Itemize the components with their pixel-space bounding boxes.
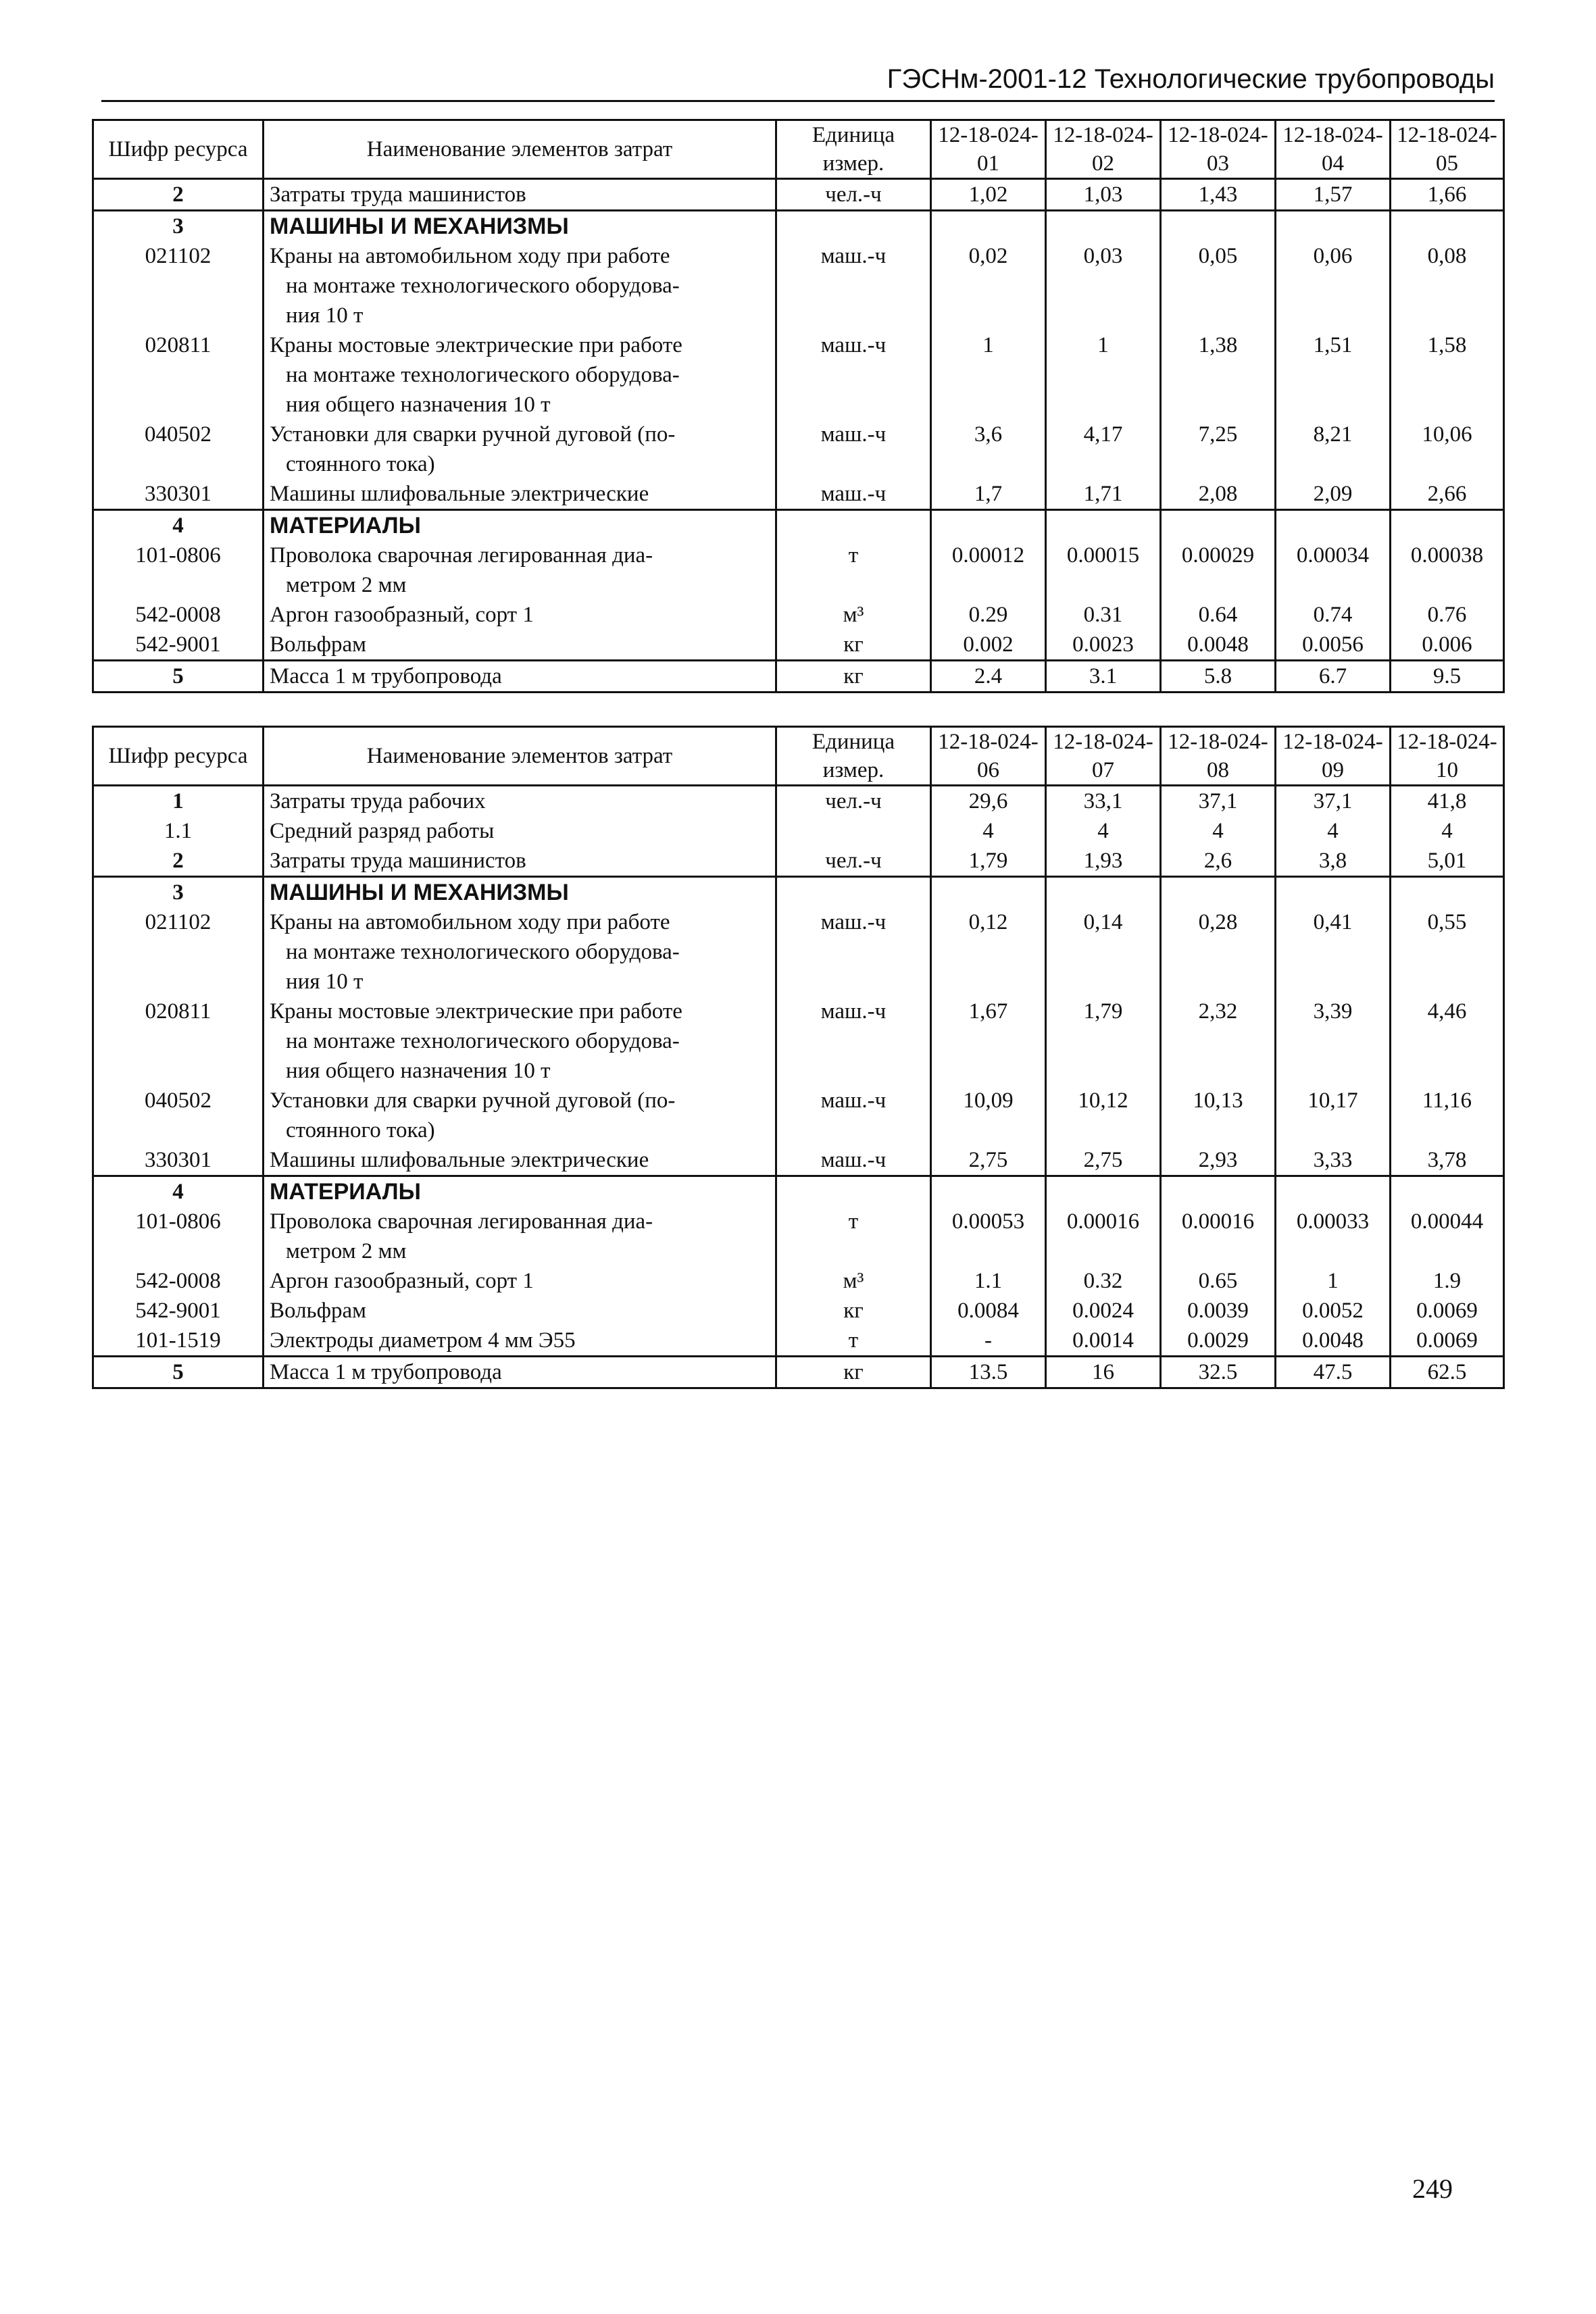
resource-code: 4 bbox=[93, 510, 264, 541]
header-name-text: Наименование элементов затрат bbox=[366, 744, 673, 768]
cost-element-name bbox=[264, 661, 776, 693]
table-row bbox=[93, 1296, 1504, 1326]
value-cell: 0.0039 bbox=[1161, 1296, 1276, 1326]
unit-cell: маш.-ч bbox=[776, 420, 931, 479]
cost-element-name bbox=[264, 997, 776, 1086]
value-cell: 3,33 bbox=[1276, 1145, 1391, 1176]
value-cell bbox=[1161, 211, 1276, 242]
header-norm-code bbox=[1391, 120, 1504, 179]
header-norm-code bbox=[1161, 120, 1276, 179]
value-cell: 29,6 bbox=[931, 786, 1046, 817]
unit-cell: т bbox=[776, 1326, 931, 1357]
value-cell: 2,32 bbox=[1161, 997, 1276, 1086]
unit-cell: т bbox=[776, 540, 931, 600]
cost-element-line: на монтаже технологического оборудова- bbox=[286, 1029, 680, 1053]
value-cell bbox=[931, 510, 1046, 541]
cost-element-name bbox=[264, 1326, 776, 1357]
table-row bbox=[93, 330, 1504, 420]
cost-element-name bbox=[264, 907, 776, 997]
table-row bbox=[93, 1086, 1504, 1145]
header-unit bbox=[776, 120, 931, 179]
value-cell: 1,03 bbox=[1046, 179, 1161, 211]
value-cell: 1 bbox=[1046, 330, 1161, 420]
value-cell: 5,01 bbox=[1391, 846, 1504, 877]
resource-code: 020811 bbox=[93, 997, 264, 1086]
header-row bbox=[93, 727, 1504, 786]
resource-code: 542-0008 bbox=[93, 600, 264, 630]
header-name bbox=[264, 120, 776, 179]
cost-element-line: Затраты труда машинистов bbox=[270, 182, 526, 207]
value-cell: 1,58 bbox=[1391, 330, 1504, 420]
value-cell: 0.00033 bbox=[1276, 1207, 1391, 1266]
cost-element-name bbox=[264, 241, 776, 330]
value-cell: 1,7 bbox=[931, 479, 1046, 510]
resource-code: 101-0806 bbox=[93, 540, 264, 600]
running-header: ГЭСНм-2001-12 Технологические трубопроводы bbox=[887, 64, 1495, 94]
resource-code: 2 bbox=[93, 846, 264, 877]
resource-code: 542-9001 bbox=[93, 630, 264, 661]
table-row bbox=[93, 420, 1504, 479]
section-title: МАШИНЫ И МЕХАНИЗМЫ bbox=[264, 877, 776, 908]
value-cell: 1 bbox=[931, 330, 1046, 420]
value-cell: 37,1 bbox=[1276, 786, 1391, 817]
table-row bbox=[93, 479, 1504, 510]
section-title: МАТЕРИАЛЫ bbox=[264, 1176, 776, 1207]
value-cell: 4 bbox=[1161, 816, 1276, 846]
cost-element-line: ния общего назначения 10 т bbox=[286, 393, 551, 417]
value-cell: 0.0024 bbox=[1046, 1296, 1161, 1326]
value-cell bbox=[931, 1176, 1046, 1207]
value-cell: 33,1 bbox=[1046, 786, 1161, 817]
value-cell: 0,05 bbox=[1161, 241, 1276, 330]
header-norm-code bbox=[1046, 120, 1161, 179]
cost-element-name bbox=[264, 600, 776, 630]
cost-element-line: Электроды диаметром 4 мм Э55 bbox=[270, 1328, 576, 1353]
value-cell: 0.00034 bbox=[1276, 540, 1391, 600]
resource-code: 040502 bbox=[93, 420, 264, 479]
header-code bbox=[93, 120, 264, 179]
unit-cell: кг bbox=[776, 630, 931, 661]
unit-cell bbox=[776, 877, 931, 908]
cost-element-line: на монтаже технологического оборудова- bbox=[286, 363, 680, 387]
value-cell: 0,12 bbox=[931, 907, 1046, 997]
resource-code: 4 bbox=[93, 1176, 264, 1207]
resource-code: 101-1519 bbox=[93, 1326, 264, 1357]
cost-element-name bbox=[264, 1357, 776, 1388]
value-cell bbox=[1046, 510, 1161, 541]
header-norm-code-text: 12-18-024-06 bbox=[938, 730, 1039, 782]
header-norm-code bbox=[1046, 727, 1161, 786]
value-cell: 1,67 bbox=[931, 997, 1046, 1086]
table-row bbox=[93, 630, 1504, 661]
header-name-text: Наименование элементов затрат bbox=[366, 137, 673, 161]
unit-cell: кг bbox=[776, 1296, 931, 1326]
value-cell: 0.00015 bbox=[1046, 540, 1161, 600]
value-cell: 8,21 bbox=[1276, 420, 1391, 479]
value-cell: 2,09 bbox=[1276, 479, 1391, 510]
cost-element-line: ния 10 т bbox=[286, 970, 364, 994]
value-cell: 5.8 bbox=[1161, 661, 1276, 693]
table-row bbox=[93, 1145, 1504, 1176]
value-cell: 0.00012 bbox=[931, 540, 1046, 600]
resource-code: 1 bbox=[93, 786, 264, 817]
header-code-text: Шифр ресурса bbox=[108, 137, 248, 161]
table-row bbox=[93, 1266, 1504, 1296]
header-norm-code bbox=[931, 120, 1046, 179]
value-cell: 0.65 bbox=[1161, 1266, 1276, 1296]
resource-code: 5 bbox=[93, 1357, 264, 1388]
value-cell: 10,09 bbox=[931, 1086, 1046, 1145]
value-cell: 2,08 bbox=[1161, 479, 1276, 510]
value-cell: 10,17 bbox=[1276, 1086, 1391, 1145]
unit-cell: м³ bbox=[776, 1266, 931, 1296]
value-cell: 3,39 bbox=[1276, 997, 1391, 1086]
header-norm-code-text: 12-18-024-08 bbox=[1168, 730, 1268, 782]
unit-cell: маш.-ч bbox=[776, 330, 931, 420]
value-cell bbox=[1276, 1176, 1391, 1207]
value-cell: 7,25 bbox=[1161, 420, 1276, 479]
value-cell: 2,66 bbox=[1391, 479, 1504, 510]
value-cell: 0,06 bbox=[1276, 241, 1391, 330]
value-cell: 0.006 bbox=[1391, 630, 1504, 661]
header-norm-code-text: 12-18-024-02 bbox=[1053, 123, 1153, 176]
value-cell: 37,1 bbox=[1161, 786, 1276, 817]
resource-code: 542-9001 bbox=[93, 1296, 264, 1326]
unit-cell: маш.-ч bbox=[776, 1145, 931, 1176]
table-row bbox=[93, 179, 1504, 211]
value-cell: 1,79 bbox=[1046, 997, 1161, 1086]
value-cell: 41,8 bbox=[1391, 786, 1504, 817]
cost-element-line: Машины шлифовальные электрические bbox=[270, 482, 649, 506]
value-cell: 0.0069 bbox=[1391, 1326, 1504, 1357]
value-cell: 0.0084 bbox=[931, 1296, 1046, 1326]
header-norm-code bbox=[1161, 727, 1276, 786]
cost-element-name bbox=[264, 330, 776, 420]
cost-element-name bbox=[264, 1207, 776, 1266]
header-norm-code-text: 12-18-024-05 bbox=[1397, 123, 1497, 176]
value-cell: 1,66 bbox=[1391, 179, 1504, 211]
section-title: МАТЕРИАЛЫ bbox=[264, 510, 776, 541]
value-cell: 0,08 bbox=[1391, 241, 1504, 330]
header-unit-text: Единица измер. bbox=[812, 730, 895, 782]
value-cell: 1,43 bbox=[1161, 179, 1276, 211]
header-name bbox=[264, 727, 776, 786]
value-cell: 16 bbox=[1046, 1357, 1161, 1388]
cost-element-name bbox=[264, 179, 776, 211]
value-cell: 0.76 bbox=[1391, 600, 1504, 630]
resource-code: 101-0806 bbox=[93, 1207, 264, 1266]
value-cell: 2,6 bbox=[1161, 846, 1276, 877]
header-norm-code-text: 12-18-024-07 bbox=[1053, 730, 1153, 782]
resource-code: 5 bbox=[93, 661, 264, 693]
value-cell bbox=[1391, 1176, 1504, 1207]
value-cell bbox=[1276, 510, 1391, 541]
value-cell: 4 bbox=[1046, 816, 1161, 846]
cost-table-2 bbox=[92, 726, 1505, 1389]
value-cell: 4 bbox=[1276, 816, 1391, 846]
value-cell: 1,57 bbox=[1276, 179, 1391, 211]
value-cell bbox=[1046, 211, 1161, 242]
table-row bbox=[93, 846, 1504, 877]
cost-table-1 bbox=[92, 119, 1505, 693]
value-cell: 0.00029 bbox=[1161, 540, 1276, 600]
value-cell: 10,12 bbox=[1046, 1086, 1161, 1145]
table-row bbox=[93, 661, 1504, 693]
value-cell: 3,6 bbox=[931, 420, 1046, 479]
value-cell: 0.00016 bbox=[1161, 1207, 1276, 1266]
resource-code: 021102 bbox=[93, 907, 264, 997]
header-norm-code bbox=[1276, 120, 1391, 179]
unit-cell bbox=[776, 510, 931, 541]
cost-element-line: на монтаже технологического оборудова- bbox=[286, 274, 680, 298]
section-row bbox=[93, 510, 1504, 541]
value-cell: 0,02 bbox=[931, 241, 1046, 330]
value-cell: 1.9 bbox=[1391, 1266, 1504, 1296]
cost-element-line: стоянного тока) bbox=[286, 1118, 435, 1142]
cost-element-line: Масса 1 м трубопровода bbox=[270, 1360, 502, 1384]
value-cell: 0.0048 bbox=[1276, 1326, 1391, 1357]
table-row bbox=[93, 1207, 1504, 1266]
value-cell: 1,51 bbox=[1276, 330, 1391, 420]
table-row bbox=[93, 1357, 1504, 1388]
cost-element-line: Средний разряд работы bbox=[270, 819, 495, 843]
resource-code: 542-0008 bbox=[93, 1266, 264, 1296]
cost-element-line: Краны мостовые электрические при работе bbox=[270, 999, 682, 1024]
section-title: МАШИНЫ И МЕХАНИЗМЫ bbox=[264, 211, 776, 242]
unit-cell bbox=[776, 211, 931, 242]
header-norm-code-text: 12-18-024-10 bbox=[1397, 730, 1497, 782]
value-cell: 0.00053 bbox=[931, 1207, 1046, 1266]
value-cell: 1,38 bbox=[1161, 330, 1276, 420]
section-row bbox=[93, 877, 1504, 908]
value-cell: 0.29 bbox=[931, 600, 1046, 630]
value-cell: - bbox=[931, 1326, 1046, 1357]
cost-element-line: Установки для сварки ручной дуговой (по- bbox=[270, 1088, 676, 1113]
value-cell bbox=[1276, 877, 1391, 908]
value-cell: 3,78 bbox=[1391, 1145, 1504, 1176]
table-row bbox=[93, 907, 1504, 997]
header-norm-code-text: 12-18-024-03 bbox=[1168, 123, 1268, 176]
header-unit-text: Единица измер. bbox=[812, 123, 895, 176]
table-row bbox=[93, 997, 1504, 1086]
value-cell: 1 bbox=[1276, 1266, 1391, 1296]
value-cell: 1.1 bbox=[931, 1266, 1046, 1296]
cost-element-name bbox=[264, 846, 776, 877]
value-cell: 0.0056 bbox=[1276, 630, 1391, 661]
value-cell: 0.00016 bbox=[1046, 1207, 1161, 1266]
header-norm-code bbox=[1276, 727, 1391, 786]
unit-cell: т bbox=[776, 1207, 931, 1266]
value-cell: 0,03 bbox=[1046, 241, 1161, 330]
value-cell: 0.74 bbox=[1276, 600, 1391, 630]
table-row bbox=[93, 241, 1504, 330]
table-row bbox=[93, 1326, 1504, 1357]
cost-element-line: Краны на автомобильном ходу при работе bbox=[270, 244, 670, 268]
header-norm-code-text: 12-18-024-04 bbox=[1282, 123, 1383, 176]
value-cell: 11,16 bbox=[1391, 1086, 1504, 1145]
value-cell: 0.0052 bbox=[1276, 1296, 1391, 1326]
value-cell: 1,93 bbox=[1046, 846, 1161, 877]
value-cell: 4 bbox=[931, 816, 1046, 846]
value-cell bbox=[1391, 877, 1504, 908]
resource-code: 3 bbox=[93, 211, 264, 242]
unit-cell: чел.-ч bbox=[776, 846, 931, 877]
unit-cell bbox=[776, 1176, 931, 1207]
cost-element-line: Проволока сварочная легированная диа- bbox=[270, 1209, 653, 1234]
value-cell: 1,02 bbox=[931, 179, 1046, 211]
value-cell: 2,75 bbox=[1046, 1145, 1161, 1176]
section-row bbox=[93, 211, 1504, 242]
value-cell: 0.0023 bbox=[1046, 630, 1161, 661]
value-cell: 13.5 bbox=[931, 1357, 1046, 1388]
unit-cell: чел.-ч bbox=[776, 786, 931, 817]
value-cell: 0.64 bbox=[1161, 600, 1276, 630]
value-cell bbox=[1046, 877, 1161, 908]
value-cell: 32.5 bbox=[1161, 1357, 1276, 1388]
resource-code: 330301 bbox=[93, 479, 264, 510]
value-cell: 62.5 bbox=[1391, 1357, 1504, 1388]
cost-element-line: Аргон газообразный, сорт 1 bbox=[270, 1269, 534, 1293]
value-cell: 0.0014 bbox=[1046, 1326, 1161, 1357]
cost-element-line: стоянного тока) bbox=[286, 452, 435, 476]
value-cell: 0.0069 bbox=[1391, 1296, 1504, 1326]
value-cell: 6.7 bbox=[1276, 661, 1391, 693]
value-cell: 0.00044 bbox=[1391, 1207, 1504, 1266]
value-cell: 4,17 bbox=[1046, 420, 1161, 479]
value-cell bbox=[1391, 510, 1504, 541]
value-cell: 47.5 bbox=[1276, 1357, 1391, 1388]
page-number: 249 bbox=[1412, 2173, 1453, 2204]
value-cell: 3,8 bbox=[1276, 846, 1391, 877]
resource-code: 2 bbox=[93, 179, 264, 211]
unit-cell: кг bbox=[776, 1357, 931, 1388]
resource-code: 021102 bbox=[93, 241, 264, 330]
cost-element-name bbox=[264, 816, 776, 846]
cost-element-line: Вольфрам bbox=[270, 1299, 367, 1323]
table-row bbox=[93, 786, 1504, 817]
value-cell: 0,55 bbox=[1391, 907, 1504, 997]
value-cell bbox=[1161, 1176, 1276, 1207]
cost-element-line: Проволока сварочная легированная диа- bbox=[270, 543, 653, 568]
cost-element-line: ния 10 т bbox=[286, 303, 364, 328]
header-norm-code bbox=[1391, 727, 1504, 786]
resource-code: 3 bbox=[93, 877, 264, 908]
value-cell: 10,13 bbox=[1161, 1086, 1276, 1145]
table-row bbox=[93, 816, 1504, 846]
table-row bbox=[93, 600, 1504, 630]
cost-element-line: Масса 1 м трубопровода bbox=[270, 664, 502, 688]
value-cell bbox=[1161, 877, 1276, 908]
cost-element-name bbox=[264, 630, 776, 661]
value-cell: 3.1 bbox=[1046, 661, 1161, 693]
value-cell: 0.00038 bbox=[1391, 540, 1504, 600]
header-code-text: Шифр ресурса bbox=[108, 744, 248, 768]
header-rule bbox=[101, 100, 1495, 102]
section-row bbox=[93, 1176, 1504, 1207]
value-cell: 1,79 bbox=[931, 846, 1046, 877]
cost-element-name bbox=[264, 786, 776, 817]
cost-element-line: ния общего назначения 10 т bbox=[286, 1059, 551, 1083]
cost-element-line: метром 2 мм bbox=[286, 573, 407, 597]
value-cell: 0.0048 bbox=[1161, 630, 1276, 661]
value-cell: 10,06 bbox=[1391, 420, 1504, 479]
cost-element-name bbox=[264, 1266, 776, 1296]
cost-element-name bbox=[264, 1086, 776, 1145]
value-cell: 2,93 bbox=[1161, 1145, 1276, 1176]
header-norm-code bbox=[931, 727, 1046, 786]
value-cell: 4,46 bbox=[1391, 997, 1504, 1086]
cost-element-line: Краны на автомобильном ходу при работе bbox=[270, 910, 670, 934]
value-cell bbox=[1046, 1176, 1161, 1207]
cost-element-name bbox=[264, 540, 776, 600]
cost-element-line: метром 2 мм bbox=[286, 1239, 407, 1263]
cost-element-line: Машины шлифовальные электрические bbox=[270, 1148, 649, 1172]
unit-cell: маш.-ч bbox=[776, 241, 931, 330]
value-cell: 0.0029 bbox=[1161, 1326, 1276, 1357]
value-cell: 4 bbox=[1391, 816, 1504, 846]
value-cell: 0.002 bbox=[931, 630, 1046, 661]
value-cell: 0,28 bbox=[1161, 907, 1276, 997]
resource-code: 1.1 bbox=[93, 816, 264, 846]
cost-element-name bbox=[264, 1145, 776, 1176]
cost-element-line: Краны мостовые электрические при работе bbox=[270, 333, 682, 357]
cost-element-line: Установки для сварки ручной дуговой (по- bbox=[270, 422, 676, 447]
value-cell: 2,75 bbox=[931, 1145, 1046, 1176]
unit-cell bbox=[776, 816, 931, 846]
cost-element-name bbox=[264, 420, 776, 479]
table-row bbox=[93, 540, 1504, 600]
cost-element-line: Аргон газообразный, сорт 1 bbox=[270, 603, 534, 627]
cost-element-line: Вольфрам bbox=[270, 632, 367, 657]
value-cell: 2.4 bbox=[931, 661, 1046, 693]
resource-code: 020811 bbox=[93, 330, 264, 420]
resource-code: 040502 bbox=[93, 1086, 264, 1145]
cost-element-line: Затраты труда машинистов bbox=[270, 849, 526, 873]
unit-cell: чел.-ч bbox=[776, 179, 931, 211]
unit-cell: м³ bbox=[776, 600, 931, 630]
value-cell bbox=[931, 211, 1046, 242]
header-norm-code-text: 12-18-024-01 bbox=[938, 123, 1039, 176]
cost-element-name bbox=[264, 1296, 776, 1326]
header-norm-code-text: 12-18-024-09 bbox=[1282, 730, 1383, 782]
value-cell bbox=[1276, 211, 1391, 242]
cost-element-line: Затраты труда рабочих bbox=[270, 789, 486, 813]
cost-element-line: на монтаже технологического оборудова- bbox=[286, 940, 680, 964]
header-code bbox=[93, 727, 264, 786]
value-cell: 1,71 bbox=[1046, 479, 1161, 510]
value-cell: 0,14 bbox=[1046, 907, 1161, 997]
unit-cell: маш.-ч bbox=[776, 997, 931, 1086]
value-cell: 9.5 bbox=[1391, 661, 1504, 693]
header-unit bbox=[776, 727, 931, 786]
unit-cell: маш.-ч bbox=[776, 907, 931, 997]
value-cell bbox=[1161, 510, 1276, 541]
unit-cell: кг bbox=[776, 661, 931, 693]
value-cell: 0,41 bbox=[1276, 907, 1391, 997]
value-cell: 0.31 bbox=[1046, 600, 1161, 630]
cost-element-name bbox=[264, 479, 776, 510]
unit-cell: маш.-ч bbox=[776, 1086, 931, 1145]
resource-code: 330301 bbox=[93, 1145, 264, 1176]
header-row bbox=[93, 120, 1504, 179]
value-cell: 0.32 bbox=[1046, 1266, 1161, 1296]
value-cell bbox=[1391, 211, 1504, 242]
value-cell bbox=[931, 877, 1046, 908]
unit-cell: маш.-ч bbox=[776, 479, 931, 510]
